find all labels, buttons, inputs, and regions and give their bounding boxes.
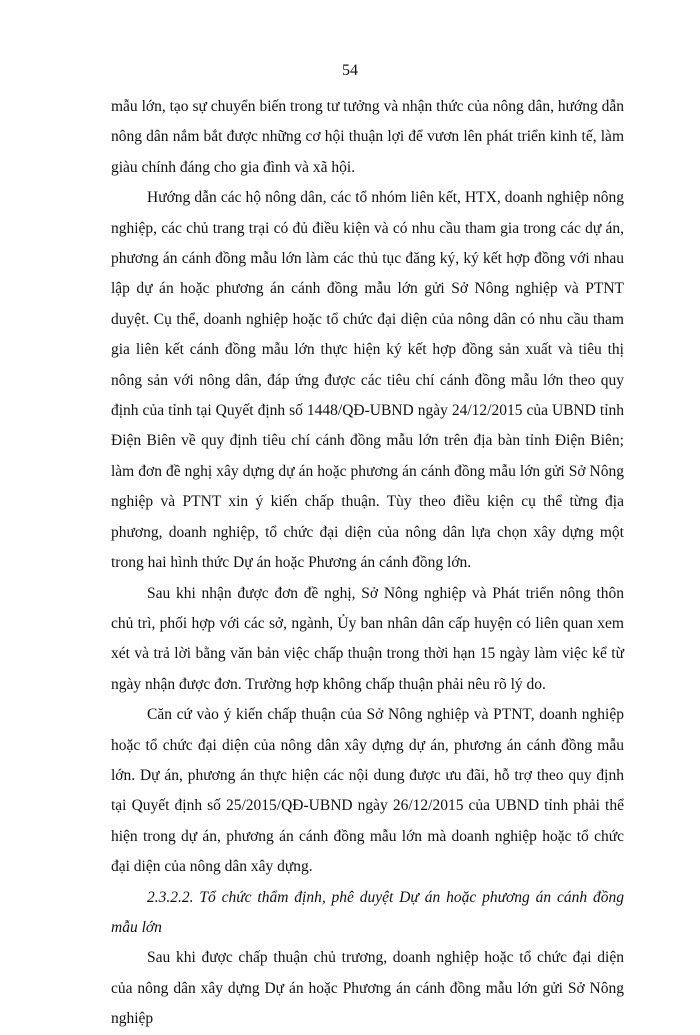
paragraph-basis: Căn cứ vào ý kiến chấp thuận của Sở Nông nghiệp và PTNT, doanh nghiệp hoặc tổ chức đại diện của nông dân xây dựng dự án, phương án cánh đồng mẫu lớn. Dự án, phương án thực hiện các nội dung được ưu đãi, hỗ trợ theo quy định tại Quyết định số 25/2015/QĐ-UBND ngày 26/12/2015 của UBND tỉnh phải thể hiện trong dự án, phương án cánh đồng mẫu lớn mà doanh nghiệp hoặc tổ chức đại diện của nông dân xây dựng. — [111, 706, 624, 876]
paragraph-approval: Sau khi nhận được đơn đề nghị, Sở Nông nghiệp và Phát triển nông thôn chủ trì, phối hợp với các sở, ngành, Ủy ban nhân dân cấp huyện có liên quan xem xét và trả lời bằng văn bản việc chấp thuận trong thời hạn 15 ngày làm việc kể từ ngày nhận được đơn. Trường hợp không chấp thuận phải nêu rõ lý do. — [111, 584, 624, 693]
section-heading: 2.3.2.2. Tổ chức thẩm định, phê duyệt Dự án hoặc phương án cánh đồng mẫu lớn — [111, 888, 624, 936]
paragraph-final: Sau khi được chấp thuận chủ trương, doanh nghiệp hoặc tổ chức đại diện của nông dân xây dựng Dự án hoặc Phương án cánh đồng mẫu lớn gửi Sở Nông nghiệp — [111, 949, 624, 1028]
paragraph-guidance: Hướng dẫn các hộ nông dân, các tổ nhóm liên kết, HTX, doanh nghiệp nông nghiệp, các chủ trang trại có đủ điều kiện và có nhu cầu tham gia trong các dự án, phương án cánh đồng mẫu lớn làm các thủ tục đăng ký, ký kết hợp đồng với nhau lập dự án hoặc phương án cánh đồng mẫu lớn gửi Sở Nông nghiệp và PTNT duyệt. Cụ thể, doanh nghiệp hoặc tổ chức đại diện của nông dân có nhu cầu tham gia liên kết cánh đồng mẫu lớn thực hiện ký kết hợp đồng sản xuất và tiêu thị nông sản với nông dân, đáp ứng được các tiêu chí cánh đồng mẫu lớn theo quy định của tỉnh tại Quyết định số 1448/QĐ-UBND ngày 24/12/2015 của UBND tỉnh Điện Biên về quy định tiêu chí cánh đồng mẫu lớn trên địa bàn tỉnh Điện Biên; làm đơn đề nghị xây dựng dự án hoặc phương án cánh đồng mẫu lớn gửi Sở Nông nghiệp và PTNT xin ý kiến chấp thuận. Tùy theo điều kiện cụ thể từng địa phương, doanh nghiệp, tổ chức đại diện của nông dân lựa chọn xây dựng một trong hai hình thức Dự án hoặc Phương án cánh đồng lớn. — [111, 189, 624, 572]
document-body — [111, 92, 624, 1035]
page-number: 54 — [342, 62, 358, 79]
paragraph-continuation: mẫu lớn, tạo sự chuyển biến trong tư tưởng và nhận thức của nông dân, hướng dẫn nông dân nắm bắt được những cơ hội thuận lợi để vươn lên phát triển kinh tế, làm giàu chính đáng cho gia đình và xã hội. — [111, 98, 624, 176]
